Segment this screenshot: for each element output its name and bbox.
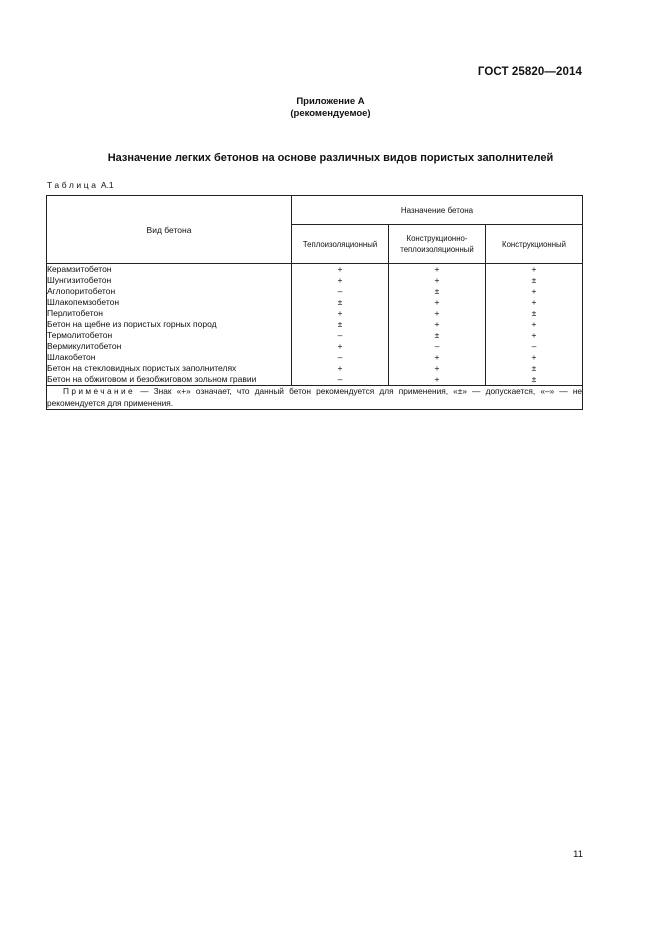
row-name: Аглопоритобетон (47, 286, 116, 296)
note-label: Примечание (63, 386, 136, 396)
value-cell: + (434, 308, 440, 318)
value-cell: ± (531, 374, 537, 384)
row-name: Бетон на щебне из пористых горных пород (47, 319, 217, 329)
structural-column (486, 264, 583, 386)
row-name: Перлитобетон (47, 308, 103, 318)
row-name: Шлакобетон (47, 352, 96, 362)
value-cell: ± (337, 319, 343, 329)
value-cell: + (434, 319, 440, 329)
value-cell: + (337, 341, 343, 351)
value-cell: + (531, 319, 537, 329)
section-title: Назначение легких бетонов на основе различных видов пористых заполнителей (107, 152, 554, 164)
col-header-kind: Вид бетона (47, 196, 292, 264)
value-cell: + (434, 363, 440, 373)
value-cell: + (337, 264, 343, 274)
value-cell: – (337, 330, 343, 340)
names-column (47, 264, 292, 386)
struct-thermal-column (389, 264, 486, 386)
value-cell: + (434, 352, 440, 362)
value-cell: – (337, 286, 343, 296)
value-cell: – (337, 352, 343, 362)
row-name: Шунгизитобетон (47, 275, 112, 285)
value-cell: ± (531, 275, 537, 285)
value-cell: – (531, 341, 537, 351)
table-note (47, 386, 583, 410)
note-text: — Знак «+» означает, что данный бетон рекомендуется для применения, «±» — допускается, «–» — не рекомендуется для применения. (47, 386, 583, 408)
value-cell: + (531, 297, 537, 307)
standard-code: ГОСТ 25820—2014 (477, 66, 582, 78)
col-header-structural: Конструкционный (486, 225, 583, 264)
value-cell: + (434, 275, 440, 285)
table-header-row (47, 196, 583, 225)
row-name: Термолитобетон (47, 330, 113, 340)
value-cell: ± (337, 297, 343, 307)
row-name: Шлакопемзобетон (47, 297, 120, 307)
value-cell: ± (434, 286, 440, 296)
row-name: Бетон на обжиговом и безобжиговом зольном гравии (47, 374, 257, 384)
value-cell: + (434, 264, 440, 274)
table-note-row (47, 386, 583, 410)
value-cell: + (531, 264, 537, 274)
appendix-title: Приложение А (296, 96, 365, 107)
value-cell: + (337, 363, 343, 373)
value-cell: ± (434, 330, 440, 340)
value-cell: ± (531, 308, 537, 318)
col-header-struct-thermal-text: Конструкционно-теплоизоляционный (400, 234, 474, 254)
value-cell: + (531, 330, 537, 340)
value-cell: + (434, 297, 440, 307)
appendix-heading (0, 96, 661, 120)
value-cell: + (531, 352, 537, 362)
row-name: Керамзитобетон (47, 264, 112, 274)
row-name: Вермикулитобетон (47, 341, 122, 351)
appendix-subtitle: (рекомендуемое) (290, 108, 371, 119)
value-cell: + (337, 275, 343, 285)
concrete-purpose-table (46, 195, 583, 410)
value-cell: ± (531, 363, 537, 373)
col-header-thermal: Теплоизоляционный (292, 225, 389, 264)
table-label (47, 180, 114, 190)
col-header-purpose: Назначение бетона (292, 196, 583, 225)
thermal-column (292, 264, 389, 386)
value-cell: + (434, 374, 440, 384)
table-label-number: А.1 (100, 180, 114, 190)
table-body-row (47, 264, 583, 386)
col-header-struct-thermal (389, 225, 486, 264)
row-name: Бетон на стекловидных пористых заполнителях (47, 363, 237, 373)
value-cell: + (337, 308, 343, 318)
table-label-word: Таблица (47, 180, 99, 190)
value-cell: – (337, 374, 343, 384)
page-number: 11 (573, 849, 583, 860)
value-cell: – (434, 341, 440, 351)
value-cell: + (531, 286, 537, 296)
